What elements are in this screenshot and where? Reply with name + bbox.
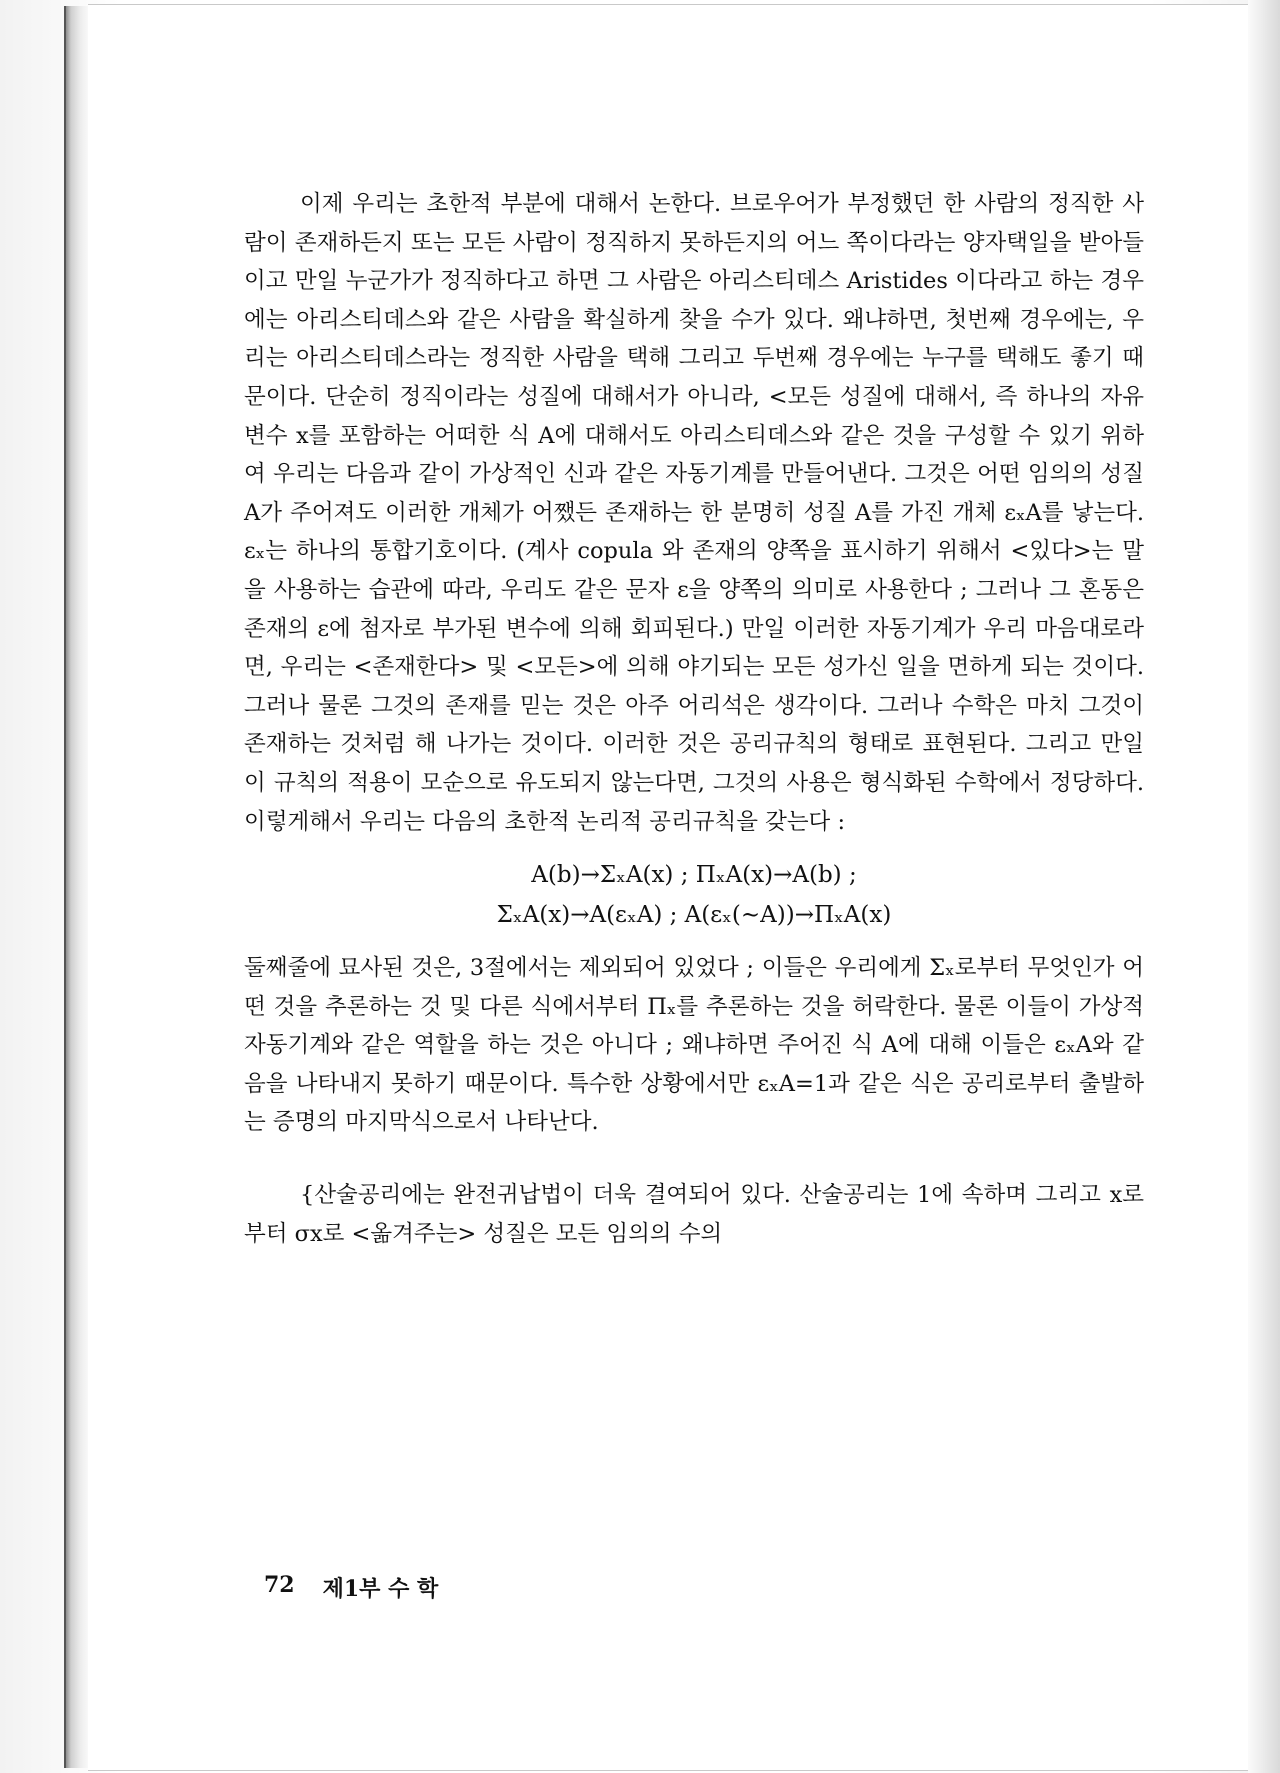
formula-line-1: A(b)→ΣₓA(x) ; ΠₓA(x)→A(b) ; [531, 862, 857, 889]
formula-line-2: ΣₓA(x)→A(εₓA) ; A(εₓ(∼A))→ΠₓA(x) [496, 902, 892, 929]
page-right-margin [1248, 0, 1280, 1773]
part-title: 제1부 수 학 [322, 1576, 439, 1602]
paragraph-1: 이제 우리는 초한적 부분에 대해서 논한다. 브로우어가 부정했던 한 사람의 정직한 사람이 존재하든지 또는 모든 사람이 정직하지 못하든지의 어느 쪽이다라는 양자택일을 받아들이고 만일 누군가가 정직하다고 하면 그 사람은 아리스티데스 Aristides 이다라고 하는 경우에는 아리스티데스와 같은 사람을 확실하게 찾을 수가 있다. 왜냐하면, 첫번째 경우에는, 우리는 아리스티데스라는 정직한 사람을 택해 그리고 두번째 경우에는 누구를 택해도 좋기 때문이다. 단순히 정직이라는 성질에 대해서가 아니라, <모든 성질에 대해서, 즉 하나의 자유변수 x를 포함하는 어떠한 식 A에 대해서도 아리스티데스와 같은 것을 구성할 수 있기 위하여 우리는 다음과 같이 가상적인 신과 같은 자동기계를 만들어낸다. 그것은 어떤 임의의 성질 A가 주어져도 이러한 개체가 어쨌든 존재하는 한 분명히 성질 A를 가진 개체 εₓA를 낳는다. εₓ는 하나의 통합기호이다. (계사 copula 와 존재의 양쪽을 표시하기 위해서 <있다>는 말을 사용하는 습관에 따라, 우리도 같은 문자 ε을 양쪽의 의미로 사용한다 ; 그러나 그 혼동은 존재의 ε에 첨자로 부가된 변수에 의해 회피된다.) 만일 이러한 자동기계가 우리 마음대로라면, 우리는 <존재한다> 및 <모든>에 의해 야기되는 모든 성가신 일을 면하게 되는 것이다. 그러나 물론 그것의 존재를 믿는 것은 아주 어리석은 생각이다. 그러나 수학은 마치 그것이 존재하는 것처럼 해 나가는 것이다. 이러한 것은 공리규칙의 형태로 표현된다. 그리고 만일 이 규칙의 적용이 모순으로 유도되지 않는다면, 그것의 사용은 형식화된 수학에서 정당하다. 이렇게해서 우리는 다음의 초한적 논리적 공리규칙을 갖는다 : [244, 191, 1144, 835]
page-footer [264, 1572, 438, 1603]
book-page [88, 4, 1248, 1771]
axiom-formulas [244, 855, 1144, 935]
page-number: 72 [264, 1572, 295, 1598]
paragraph-3: {산술공리에는 완전귀납법이 더욱 결여되어 있다. 산술공리는 1에 속하며 그리고 x로부터 σx로 <옮겨주는> 성질은 모든 임의의 수의 [244, 1182, 1144, 1247]
paragraph-2: 둘째줄에 묘사된 것은, 3절에서는 제외되어 있었다 ; 이들은 우리에게 Σₓ로부터 무엇인가 어떤 것을 추론하는 것 및 다른 식에서부터 Πₓ를 추론하는 것을 허락한다. 물론 이들이 가상적 자동기계와 같은 역할을 하는 것은 아니다 ; 왜냐하면 주어진 식 A에 대해 이들은 εₓA와 같음을 나타내지 못하기 때문이다. 특수한 상황에서만 εₓA=1과 같은 식은 공리로부터 출발하는 증명의 마지막식으로서 나타난다. [244, 955, 1144, 1136]
body-text [244, 185, 1144, 1253]
